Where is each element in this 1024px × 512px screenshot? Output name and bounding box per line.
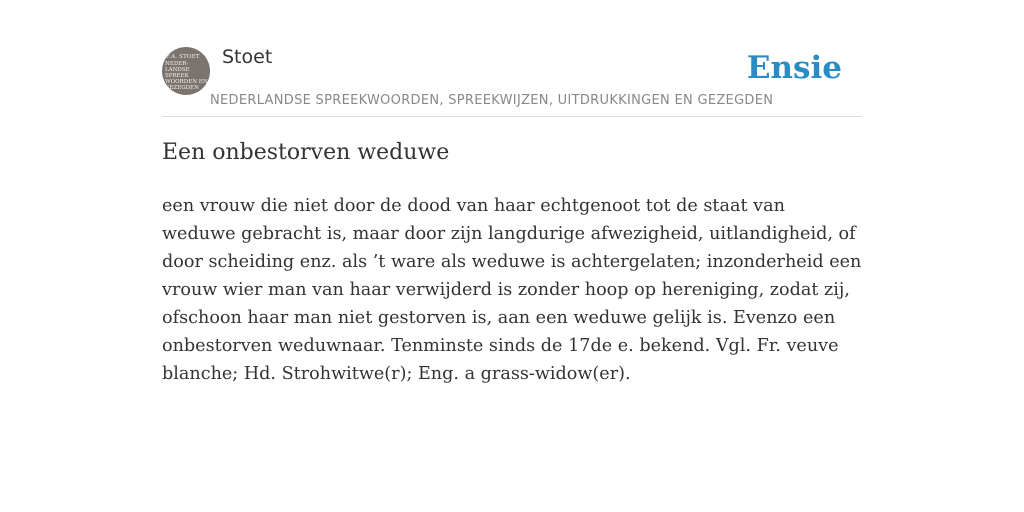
entry-body: een vrouw die niet door de dood van haar echtgenoot tot de staat van weduwe gebracht is, maar door zijn langdurige afwezigheid, uitlandigheid, of door scheiding enz. als ’t ware als weduwe is achtergelaten; inzonderheid een vrouw wier man van haar verwijderd is zonder hoop op hereniging, zodat zij, ofschoon haar man niet gestorven is, aan een weduwe gelijk is. Evenzo een onbestorven weduwnaar. Tenminste sinds de 17de e. bekend. Vgl. Fr. veuve blanche; Hd. Strohwitwe(r); Eng. a grass-widow(er). xyxy=(162,196,862,384)
avatar-top-line: F.A. STOET xyxy=(166,54,200,60)
avatar-cover-text xyxy=(165,61,208,91)
avatar-line: GEZEGDEN xyxy=(165,85,199,91)
avatar-line: LANDSE xyxy=(165,67,190,73)
avatar[interactable] xyxy=(162,47,210,95)
avatar-line: SPREEK xyxy=(165,73,189,79)
page-container xyxy=(162,0,862,384)
source-subtitle[interactable]: NEDERLANDSE SPREEKWOORDEN, SPREEKWIJZEN, UITDRUKKINGEN EN GEZEGDEN xyxy=(210,93,774,108)
entry-title: Een onbestorven weduwe xyxy=(162,140,450,165)
avatar-line: WOORDEN EN xyxy=(165,79,208,85)
avatar-line: NEDER- xyxy=(165,61,189,67)
author-name[interactable]: Stoet xyxy=(222,46,273,68)
brand-logo[interactable]: Ensie xyxy=(746,50,842,86)
header xyxy=(162,0,862,117)
